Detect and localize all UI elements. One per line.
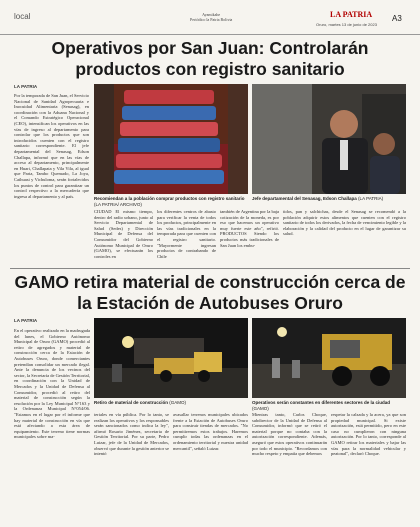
- article2-photo4-caption: [252, 400, 406, 411]
- page-header: [0, 0, 420, 35]
- article1-photo1-caption: [94, 196, 248, 207]
- article2-column-1: En el operativo realizado en la madrugada del lunes, el Gobierno Autónomo Municipal de Oruro (GAMO) procedió al retiro de agregados y material de construcción cerca de la Estación de Autobuses Oruro, donde comerciantes pretendían consolidar un mercado ilegal. Ante la denuncia de los vecinos del sector, la Secretaría de Gestión Territorial, en coordinación con la Unidad de Mercados y la Unidad de Defensa al Consumidor, procedió al retiro del material de construcción según la resolución por la Ley Municipal N°163 y la Ordenanza Municipal N°054/06. "Estamos en el lugar por el informe que hay material de construcción en vía que está afectando a esta área de equipamiento. Este terreno tiene normas municipales sobre ma-: [14, 328, 90, 440]
- photo1-caption-text: Recomiendan a la población comprar productos con registro sanitario: [94, 196, 245, 201]
- photo1-credit: (LA PATRIA/ ARCHIVO): [94, 201, 142, 207]
- operations-photo-illustration: [252, 318, 406, 398]
- page-number: A3: [392, 14, 402, 23]
- article-divider: [10, 268, 410, 269]
- article1-headline: Operativos por San Juan: Controlarán productos con registro sanitario: [51, 38, 369, 79]
- section-label: local: [14, 12, 31, 21]
- article2-photo-removal: [94, 318, 248, 398]
- article1-photo2-caption: [252, 196, 406, 202]
- photo3-credit: (GAMO): [169, 400, 187, 405]
- article1-column-4: también de Argentina por la baja cotización de la moneda, es por eso que hacemos un operativo muy fuerte este año", refirió. PRODUCTOS Siendo los productos más tradicionales de San Juan los embu-: [220, 209, 279, 248]
- article2-photo-operations: [252, 318, 406, 398]
- header-center-line2: Periódico la Patria Bolivia: [190, 17, 233, 22]
- removal-photo-illustration: [94, 318, 248, 398]
- article2-column-2: teriales en vía pública. Por lo tanto, se realizan los operativos y los responsables serán sancionados como indica la ley", afirmó Rosario Jiménez, secretaria de Gestión Territorial. Por su parte, Pedro Luizar, jefe de la Unidad de Mercados, observó que durante la gestión anterior se intentó: [94, 412, 169, 457]
- article2-column-3: avasallar terrenos municipales ubicados frente a la Estación de Autobuses Oruro para construir tiendas de mercados. "No permitiremos estos trabajos. Haremos cumplir todas las ordenanzas en el ordenamiento territorial y nuestra unidad mercantil", señaló Luizar.: [173, 412, 248, 451]
- brand-logo: LA PATRIA: [330, 10, 373, 19]
- header-center-text: [190, 12, 232, 22]
- article1-column-5: tidos, pan y salchichas, desde el Senasag se recomendó a la población adquirir estos alimentos que cuenten con el registro sanitario de todos los derivados, la fecha de vencimiento legible y la elaboración y la calidad del producto en el lugar de garantizar su salud.: [283, 209, 406, 237]
- article1-column-1: Por la temporada de San Juan, el Servicio Nacional de Sanidad Agropecuaria e Inocuidad Alimentaria (Senasag), en coordinación con la Aduana Nacional y el Comando Estratégico Operacional (CEO), intensifican los operativos en las vías de ingreso al departamento para controlar que los productos que son introducidos cuenten con el registro sanitario correspondiente. El jefe departamental del Senasag, Edson Challapa, informó que en las vías de acceso al departamento, principalmente en Huari, Challapata y Vila Vila, al igual que Paria, Tambo Quemado, La Joya, Caihuasi y Vichuloma, serán fortalecidos los puntos de control para garantizar un control respectivo a la mercadería que ingresa al departamento y al país.: [14, 93, 89, 199]
- article2-column-5: respetar la calzada y la acera, ya que son propiedad municipal. Si existe autorización, está permitido, pero en este caso no cumplieron con ninguna autorización. Por lo tanto, corresponde al GAMO retirar los materiales y bajar las vías para la normalidad vehicular y peatonal", declaró Choque.: [331, 412, 406, 457]
- products-photo-illustration: [94, 84, 248, 194]
- article2-column-4: Mientras tanto, Carlos Choque, subdirector de la Unidad de Defensa al Consumidor, informó que se retiró el material porque no contaba con la autorización correspondiente. Además, aseguró que estos operativos continuarán por todo el municipio. "Recordamos con mucho respeto y empatía que debemos: [252, 412, 327, 457]
- article1-photo-products: [94, 84, 248, 194]
- article2-kicker: LA PATRIA: [14, 318, 38, 323]
- article2-photo3-caption: [94, 400, 248, 406]
- article1-photo-official: [252, 84, 406, 194]
- photo4-caption-text: Operativos serán constantes en diferentes sectores de la ciudad: [252, 400, 391, 405]
- article1-kicker: LA PATRIA: [14, 84, 38, 89]
- official-photo-illustration: [252, 84, 406, 194]
- issue-date: Oruro, martes 13 de junio de 2023: [316, 22, 377, 27]
- photo2-caption-text: Jefe departamental del Senasag, Edson Challapa: [252, 196, 357, 201]
- article1-column-2: CIUDAD El mismo tiempo, dentro del radio urbano, junto al Servicio Departamental de Salud (Sedes) y Dirección Municipal de Defensa del Consumidor del Gobierno Autónomo Municipal de Oruro (GAMO), se efectuarán los controles en: [94, 209, 153, 259]
- article1-column-3: los diferentes centros de abasto para verificar la venta de todos los productos, principalmente en las vías tradicionales en la temporada para que cuenten con el registro sanitario. "Mayormente ingresan productos de contrabando de Chile: [157, 209, 216, 259]
- article2-headline: GAMO retira material de construcción cerca de la Estación de Autobuses Oruro: [14, 272, 406, 313]
- photo3-caption-text: Retiro de material de construcción: [94, 400, 169, 405]
- photo2-credit: (LA PATRIA): [358, 196, 384, 201]
- photo4-credit: (GAMO): [252, 405, 269, 411]
- header-center-line1: Ayamikahe: [202, 12, 221, 17]
